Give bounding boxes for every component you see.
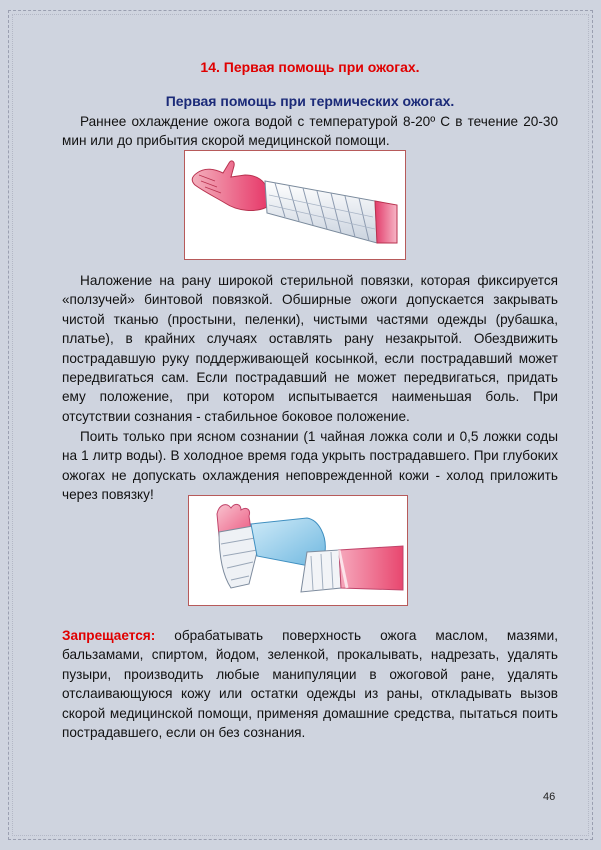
figure-bandaged-leg [188, 495, 408, 606]
section-subheading: Первая помощь при термических ожогах. [165, 93, 455, 109]
bandaged-arm-illustration [185, 151, 405, 259]
paragraph-drink: Поить только при ясном сознании (1 чайная ложка соли и 0,5 ложки соды на 1 литр воды). В холодное время года укрыть пострадавшего. При глубоких ожогах не допускать охлаждения неповрежденной кожи - холод приложить через повязку! [62, 429, 558, 503]
paragraph-cooling: Раннее охлаждение ожога водой с температурой 8-20º С в течение 20-30 мин или до прибытия скорой медицинской помощи. [62, 114, 558, 149]
page-number: 46 [543, 791, 556, 803]
figure-bandaged-arm [184, 150, 406, 260]
bandaged-leg-illustration [189, 496, 407, 605]
prohibited-label: Запрещается: [62, 628, 156, 643]
section-heading: 14. Первая помощь при ожогах. [200, 59, 420, 75]
prohibited-text: обрабатывать поверхность ожога маслом, мазями, бальзамами, спиртом, йодом, зеленкой, прокалывать, надрезать, удалять пузыри, производить любые манипуляции в ожоговой ране, удалять отслаивающуюся кожу или остатки одежды из раны, откладывать вызов скорой медицинской помощи, применяя домашние средства, пытаться поить пострадавшего, если он без сознания. [62, 628, 558, 741]
paragraph-dressing: Наложение на рану широкой стерильной повязки, которая фиксируется «ползучей» бинтовой повязкой. Обширные ожоги допускается закрывать чистой тканью (простыни, пеленки), чистыми частями одежды (рубашка, платье), в крайних случаях оставлять рану незакрытой. Обездвижить пострадавшую руку поддерживающей косынкой, если пострадавший может передвигаться сам. Если пострадавший не может передвигаться, придать ему положение, при котором испытывается наименьшая боль. При отсутствии сознания - стабильное боковое положение. [62, 273, 558, 424]
paragraph-prohibited [62, 626, 558, 742]
